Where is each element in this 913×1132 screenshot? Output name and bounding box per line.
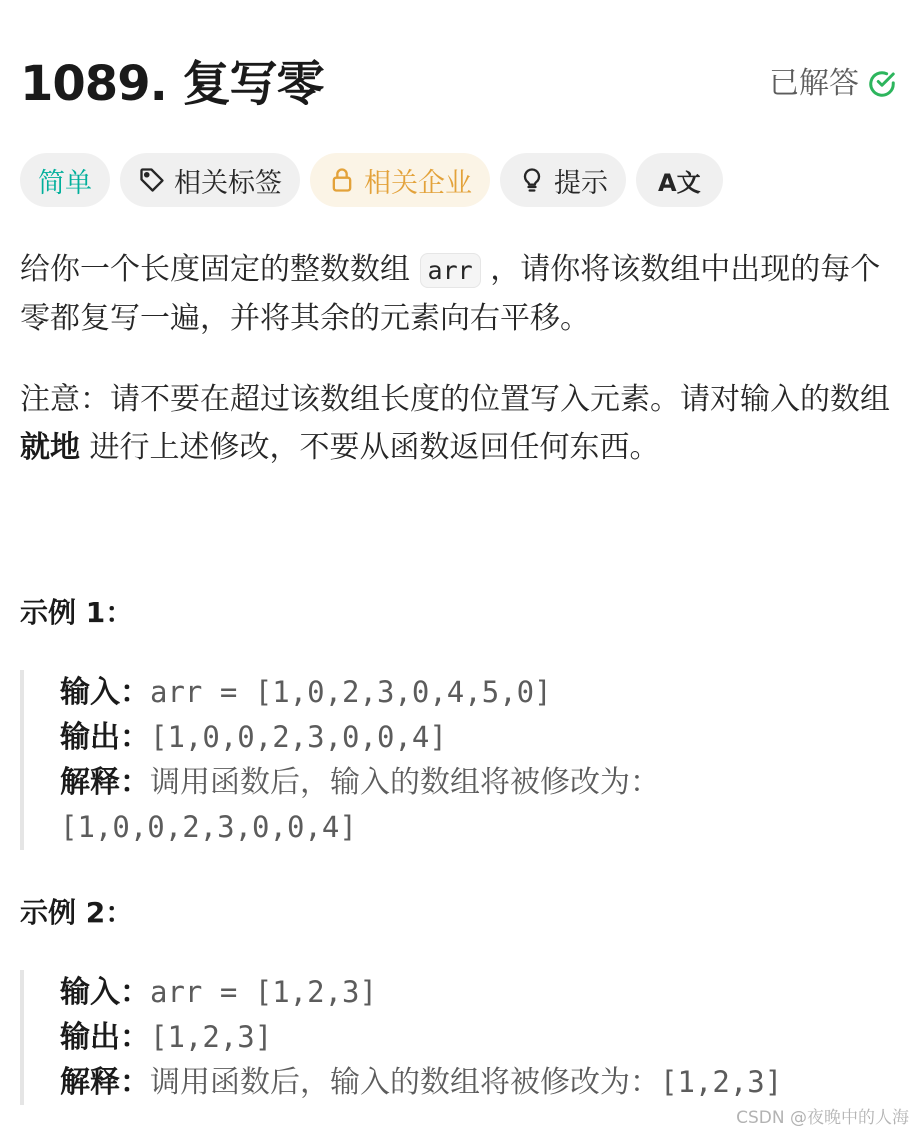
output-label: 输出： — [60, 1020, 150, 1055]
description-text: 给你一个长度固定的整数数组 — [20, 252, 410, 287]
example-2-explanation — [60, 1060, 890, 1105]
output-label: 输出： — [60, 720, 150, 755]
example-1-block — [20, 670, 890, 850]
example-2-block — [20, 970, 890, 1105]
related-companies-button[interactable] — [310, 153, 490, 207]
input-label: 输入： — [60, 675, 150, 710]
example-1-explanation-value — [60, 805, 890, 850]
tag-icon — [138, 166, 166, 194]
explanation-value: [1,0,0,2,3,0,0,4] — [60, 810, 357, 844]
solved-label: 已解答 — [769, 66, 859, 101]
output-value: [1,2,3] — [150, 1020, 273, 1054]
explanation-label: 解释： — [60, 1065, 150, 1100]
translate-button[interactable] — [636, 153, 723, 207]
related-tags-label: 相关标签 — [174, 167, 282, 199]
translate-icon: A文 — [658, 168, 701, 197]
difficulty-label: 简单 — [38, 167, 92, 199]
example-2-output — [60, 1015, 890, 1060]
check-circle-icon — [867, 69, 897, 99]
example-1-output — [60, 715, 890, 760]
description-paragraph-1 — [20, 246, 895, 343]
input-value: arr = [1,0,2,3,0,4,5,0] — [150, 675, 552, 709]
example-2-title: 示例 2： — [20, 896, 134, 929]
explanation-text: 调用函数后，输入的数组将被修改为： — [150, 1065, 660, 1100]
example-1-title: 示例 1： — [20, 596, 134, 629]
explanation-value: [1,2,3] — [660, 1065, 783, 1099]
description-text: 注意：请不要在超过该数组长度的位置写入元素。请对输入的数组 — [20, 382, 890, 417]
description-text: ，请你将该数组中出现的每个零都复写一遍，并将其余的元素向右平移。 — [20, 252, 881, 336]
tag-bar — [20, 153, 723, 207]
related-companies-label: 相关企业 — [364, 167, 472, 199]
example-2-input — [60, 970, 890, 1015]
csdn-watermark: CSDN @夜晚中的人海 — [736, 1108, 909, 1128]
related-tags-button[interactable] — [120, 153, 300, 207]
description-paragraph-2 — [20, 376, 895, 472]
title-row — [20, 52, 897, 116]
example-1-explanation — [60, 760, 890, 805]
hint-button[interactable] — [500, 153, 626, 207]
solved-status — [769, 64, 897, 104]
problem-title: 1089. 复写零 — [20, 56, 324, 112]
lock-icon — [328, 166, 356, 194]
explanation-label: 解释： — [60, 765, 150, 800]
explanation-text: 调用函数后，输入的数组将被修改为： — [150, 765, 660, 800]
description-text: 进行上述修改，不要从函数返回任何东西。 — [89, 430, 660, 465]
input-label: 输入： — [60, 975, 150, 1010]
hint-label: 提示 — [554, 167, 608, 199]
example-1-input — [60, 670, 890, 715]
lightbulb-icon — [518, 166, 546, 194]
inline-code-arr: arr — [420, 253, 481, 288]
bold-text-in-place: 就地 — [20, 430, 80, 465]
output-value: [1,0,0,2,3,0,0,4] — [150, 720, 447, 754]
input-value: arr = [1,2,3] — [150, 975, 377, 1009]
difficulty-badge[interactable] — [20, 153, 110, 207]
